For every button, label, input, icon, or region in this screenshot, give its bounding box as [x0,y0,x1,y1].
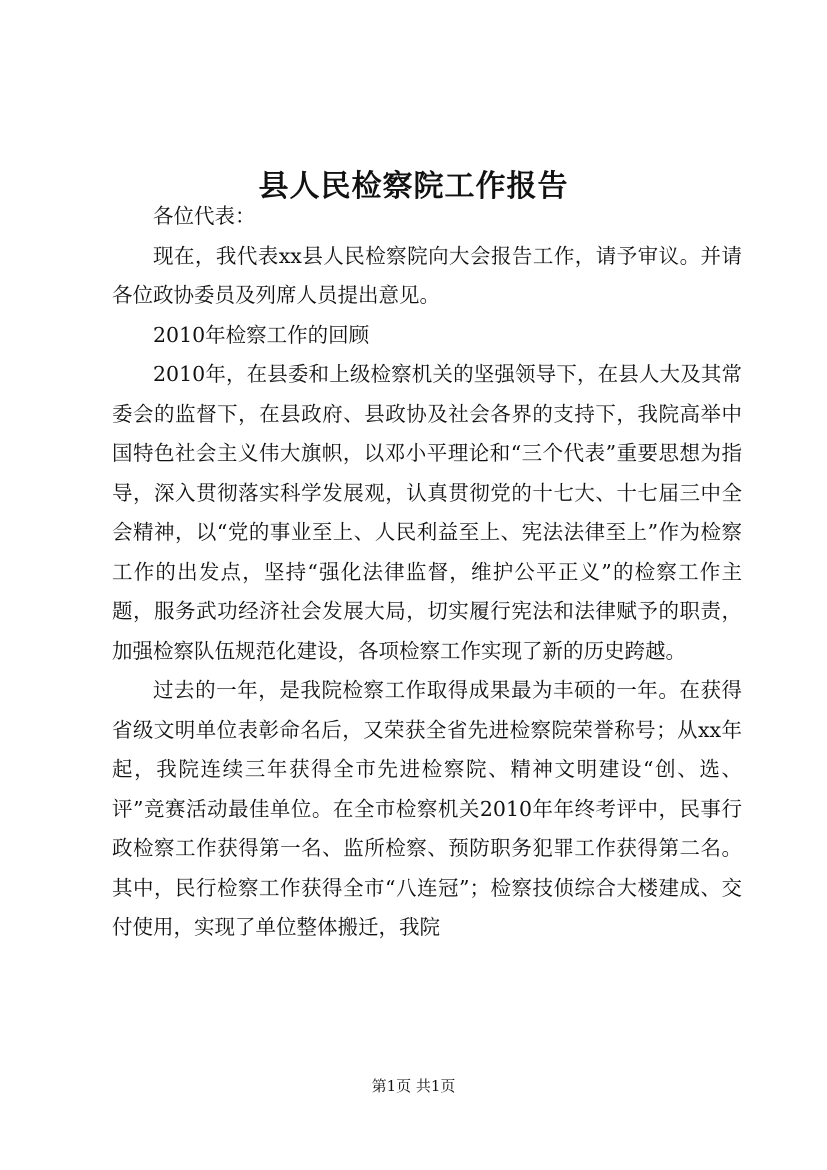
salutation-paragraph: 各位代表： [153,204,256,228]
page-number-footer: 第1页 共1页 [371,1077,456,1095]
achievements-paragraph: 过去的一年，是我院检察工作取得成果最为丰硕的一年。在获得省级文明单位表彰命名后，又荣获全省先进检察院荣誉称号；从xx年起，我院连续三年获得全市先进检察院、精神文明建设“创、选、评”竞赛活动最佳单位。在全市检察机关2010年年终考评中，民事行政检察工作获得第一名、监所检察、预防职务犯罪工作获得第二名。其中，民行检察工作获得全市“八连冠”；检察技侦综合大楼建成、交付使用，实现了单位整体搬迁，我院 [112,678,742,939]
document-body [112,197,742,948]
page-title: 县人民检察院工作报告 [258,169,569,205]
section-heading: 2010年检察工作的回顾 [153,322,370,347]
opening-paragraph: 现在，我代表xx县人民检察院向大会报告工作，请予审议。并请各位政协委员及列席人员提出意见。 [112,243,742,307]
review-paragraph: 2010年，在县委和上级检察机关的坚强领导下，在县人大及其常委会的监督下，在县政府、县政协及社会各界的支持下，我院高举中国特色社会主义伟大旗帜，以邓小平理论和“三个代表”重要思想为指导，深入贯彻落实科学发展观，认真贯彻党的十七大、十七届三中全会精神，以“党的事业至上、人民利益至上、宪法法律至上”作为检察工作的出发点，坚持“强化法律监督，维护公平正义”的检察工作主题，服务武功经济社会发展大局，切实履行宪法和法律赋予的职责，加强检察队伍规范化建设，各项检察工作实现了新的历史跨越。 [112,362,742,663]
